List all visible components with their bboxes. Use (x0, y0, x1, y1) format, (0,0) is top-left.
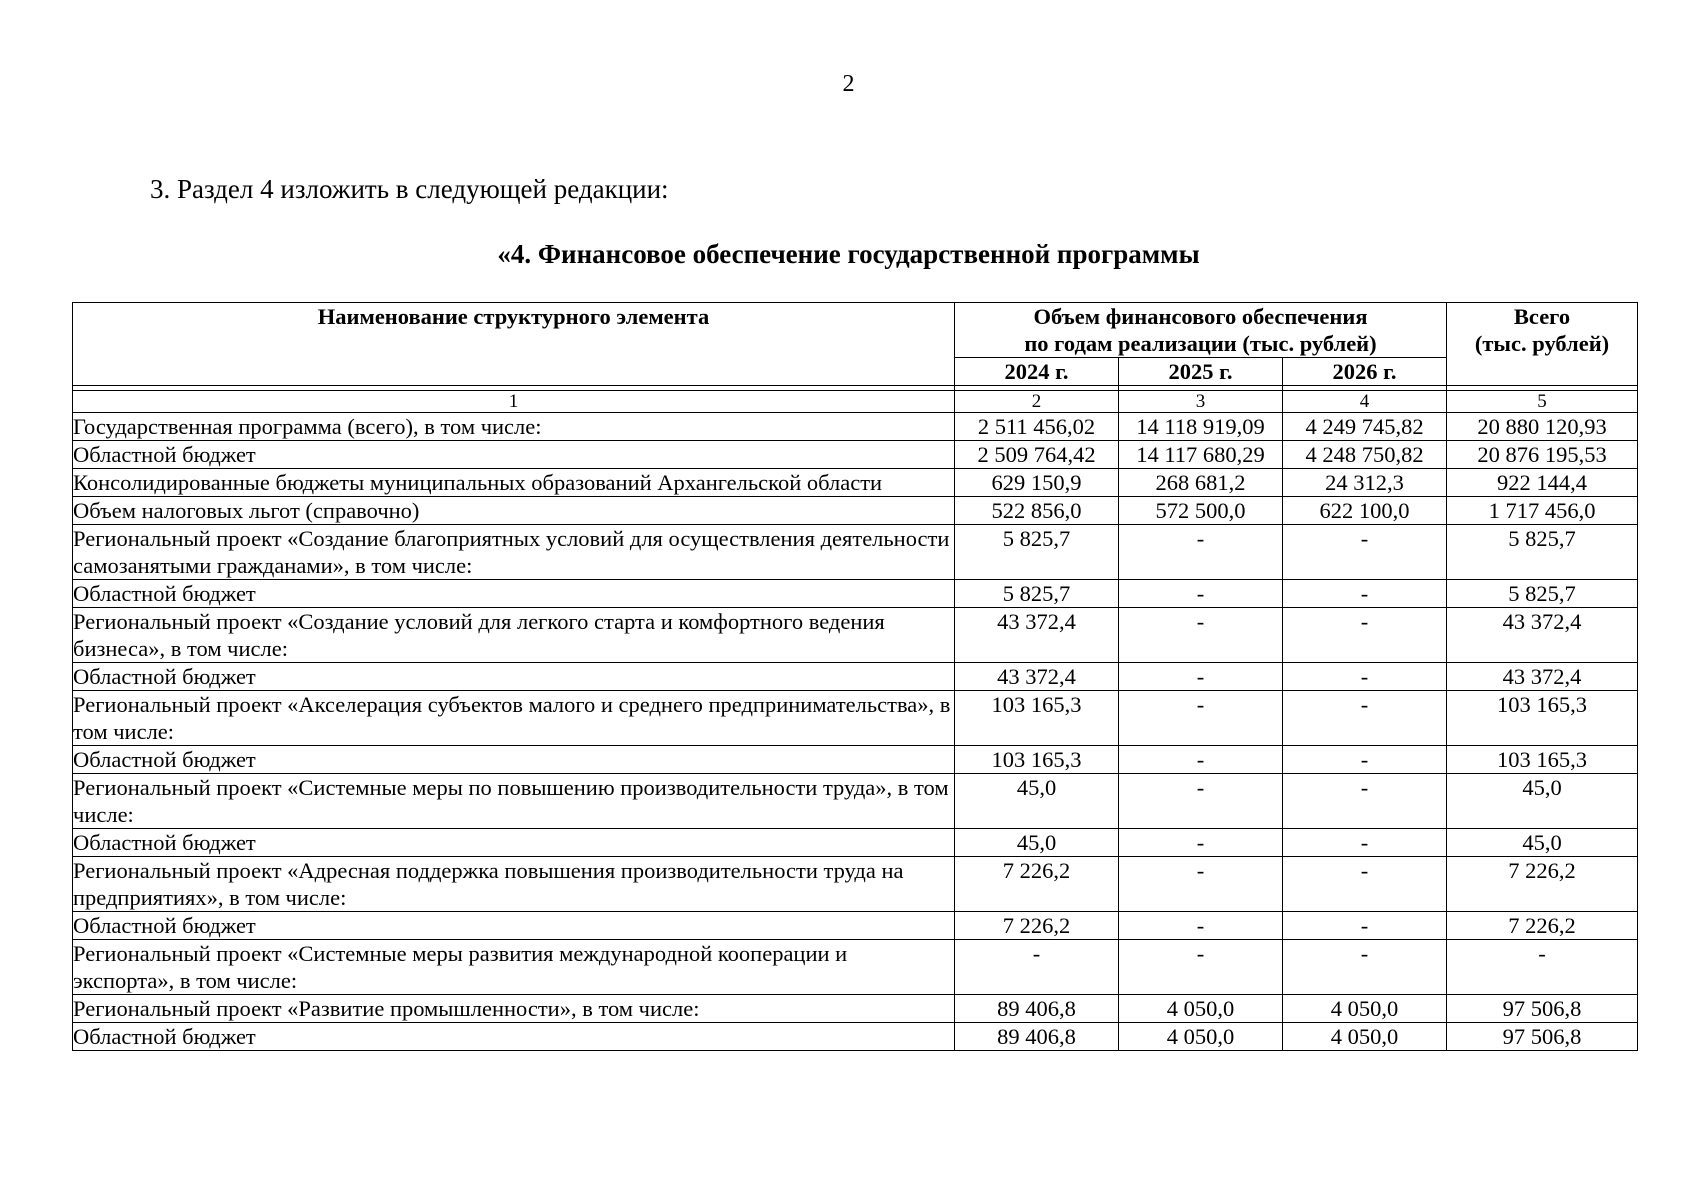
row-name-cell: Региональный проект «Развитие промышленности», в том числе: (73, 995, 955, 1023)
row-name-cell: Областной бюджет (73, 912, 955, 940)
column-number: 2 (955, 391, 1119, 413)
value-2025-cell: - (1119, 691, 1283, 746)
header-name-column: Наименование структурного элемента (73, 303, 955, 386)
table-row (73, 940, 1638, 995)
header-volume-line2: по годам реализации (тыс. рублей) (1024, 331, 1377, 356)
value-total-cell: 7 226,2 (1447, 912, 1638, 940)
value-total-cell: 7 226,2 (1447, 857, 1638, 912)
table-row (73, 829, 1638, 857)
value-2025-cell: 268 681,2 (1119, 469, 1283, 497)
value-2025-cell: - (1119, 829, 1283, 857)
table-row (73, 691, 1638, 746)
value-2026-cell: - (1283, 663, 1447, 691)
value-2025-cell: 4 050,0 (1119, 1023, 1283, 1051)
header-volume-column (955, 303, 1447, 358)
section-title: «4. Финансовое обеспечение государственной программы (497, 239, 1200, 269)
value-2026-cell: - (1283, 746, 1447, 774)
column-number: 3 (1119, 391, 1283, 413)
value-2024-cell: 89 406,8 (955, 1023, 1119, 1051)
row-name-cell: Областной бюджет (73, 441, 955, 469)
row-name-cell: Государственная программа (всего), в том числе: (73, 413, 955, 441)
column-number-row (73, 391, 1638, 413)
table-row (73, 774, 1638, 829)
row-name-cell: Областной бюджет (73, 1023, 955, 1051)
column-number: 4 (1283, 391, 1447, 413)
value-2026-cell: - (1283, 608, 1447, 663)
value-2025-cell: - (1119, 912, 1283, 940)
table-row (73, 608, 1638, 663)
value-2026-cell: 4 050,0 (1283, 995, 1447, 1023)
value-2026-cell: - (1283, 857, 1447, 912)
table-row (73, 1023, 1638, 1051)
value-total-cell: 5 825,7 (1447, 580, 1638, 608)
value-2025-cell: - (1119, 746, 1283, 774)
table-row (73, 441, 1638, 469)
value-2025-cell: 572 500,0 (1119, 497, 1283, 525)
row-name-cell: Региональный проект «Адресная поддержка повышения производительности труда на предприятиях», в том числе: (73, 857, 955, 912)
table-row (73, 746, 1638, 774)
row-name-cell: Региональный проект «Системные меры развития международной кооперации и экспорта», в том числе: (73, 940, 955, 995)
value-2025-cell: - (1119, 774, 1283, 829)
row-name-cell: Областной бюджет (73, 580, 955, 608)
header-total-line2: (тыс. рублей) (1474, 331, 1610, 356)
value-2026-cell: - (1283, 691, 1447, 746)
header-year-2026: 2026 г. (1283, 358, 1447, 386)
value-total-cell: 97 506,8 (1447, 1023, 1638, 1051)
value-2024-cell: 43 372,4 (955, 663, 1119, 691)
header-volume-line1: Объем финансового обеспечения (1033, 304, 1368, 329)
header-year-2025: 2025 г. (1119, 358, 1283, 386)
header-total-column (1447, 303, 1638, 386)
row-name-cell: Областной бюджет (73, 829, 955, 857)
table-row (73, 413, 1638, 441)
column-number: 5 (1447, 391, 1638, 413)
column-number: 1 (73, 391, 955, 413)
value-total-cell: 45,0 (1447, 774, 1638, 829)
value-total-cell: 1 717 456,0 (1447, 497, 1638, 525)
value-total-cell: 103 165,3 (1447, 746, 1638, 774)
value-2026-cell: 4 248 750,82 (1283, 441, 1447, 469)
value-total-cell: 43 372,4 (1447, 608, 1638, 663)
value-2025-cell: - (1119, 940, 1283, 995)
value-total-cell: 922 144,4 (1447, 469, 1638, 497)
header-year-2024: 2024 г. (955, 358, 1119, 386)
value-2026-cell: 24 312,3 (1283, 469, 1447, 497)
value-2024-cell: 5 825,7 (955, 580, 1119, 608)
value-2024-cell: 629 150,9 (955, 469, 1119, 497)
value-2024-cell: 5 825,7 (955, 525, 1119, 580)
value-2026-cell: - (1283, 774, 1447, 829)
table-row (73, 497, 1638, 525)
value-total-cell: 97 506,8 (1447, 995, 1638, 1023)
value-2025-cell: - (1119, 580, 1283, 608)
value-2024-cell: 522 856,0 (955, 497, 1119, 525)
row-name-cell: Региональный проект «Системные меры по повышению производительности труда», в том числе: (73, 774, 955, 829)
value-2026-cell: 622 100,0 (1283, 497, 1447, 525)
value-2025-cell: 14 117 680,29 (1119, 441, 1283, 469)
value-2024-cell: 7 226,2 (955, 857, 1119, 912)
table-row (73, 995, 1638, 1023)
value-total-cell: 5 825,7 (1447, 525, 1638, 580)
header-total-line1: Всего (1513, 304, 1571, 329)
row-name-cell: Региональный проект «Создание благоприятных условий для осуществления деятельности самозанятыми гражданами», в том числе: (73, 525, 955, 580)
value-2024-cell: 89 406,8 (955, 995, 1119, 1023)
row-name-cell: Региональный проект «Создание условий для легкого старта и комфортного ведения бизнеса», в том числе: (73, 608, 955, 663)
value-2026-cell: - (1283, 912, 1447, 940)
table-row (73, 663, 1638, 691)
table-row (73, 580, 1638, 608)
row-name-cell: Консолидированные бюджеты муниципальных образований Архангельской области (73, 469, 955, 497)
value-2024-cell: 2 509 764,42 (955, 441, 1119, 469)
value-2026-cell: 4 249 745,82 (1283, 413, 1447, 441)
value-2024-cell: - (955, 940, 1119, 995)
value-total-cell: 45,0 (1447, 829, 1638, 857)
instruction-text: 3. Раздел 4 изложить в следующей редакции: (150, 174, 669, 204)
value-2025-cell: 14 118 919,09 (1119, 413, 1283, 441)
value-2026-cell: - (1283, 580, 1447, 608)
value-total-cell: 43 372,4 (1447, 663, 1638, 691)
value-2024-cell: 43 372,4 (955, 608, 1119, 663)
value-2024-cell: 103 165,3 (955, 746, 1119, 774)
table-row (73, 525, 1638, 580)
row-name-cell: Региональный проект «Акселерация субъектов малого и среднего предпринимательства», в том числе: (73, 691, 955, 746)
value-2026-cell: 4 050,0 (1283, 1023, 1447, 1051)
value-2026-cell: - (1283, 525, 1447, 580)
value-total-cell: 20 880 120,93 (1447, 413, 1638, 441)
value-total-cell: - (1447, 940, 1638, 995)
page-number: 2 (842, 71, 855, 97)
value-2025-cell: - (1119, 608, 1283, 663)
value-2024-cell: 45,0 (955, 774, 1119, 829)
value-2026-cell: - (1283, 829, 1447, 857)
value-2025-cell: - (1119, 525, 1283, 580)
financing-table (72, 302, 1638, 1051)
value-2026-cell: - (1283, 940, 1447, 995)
value-total-cell: 103 165,3 (1447, 691, 1638, 746)
value-2024-cell: 2 511 456,02 (955, 413, 1119, 441)
row-name-cell: Областной бюджет (73, 663, 955, 691)
table-row (73, 912, 1638, 940)
value-2024-cell: 103 165,3 (955, 691, 1119, 746)
table-row (73, 857, 1638, 912)
row-name-cell: Областной бюджет (73, 746, 955, 774)
row-name-cell: Объем налоговых льгот (справочно) (73, 497, 955, 525)
value-total-cell: 20 876 195,53 (1447, 441, 1638, 469)
value-2025-cell: 4 050,0 (1119, 995, 1283, 1023)
table-row (73, 469, 1638, 497)
value-2025-cell: - (1119, 663, 1283, 691)
value-2024-cell: 7 226,2 (955, 912, 1119, 940)
value-2025-cell: - (1119, 857, 1283, 912)
value-2024-cell: 45,0 (955, 829, 1119, 857)
